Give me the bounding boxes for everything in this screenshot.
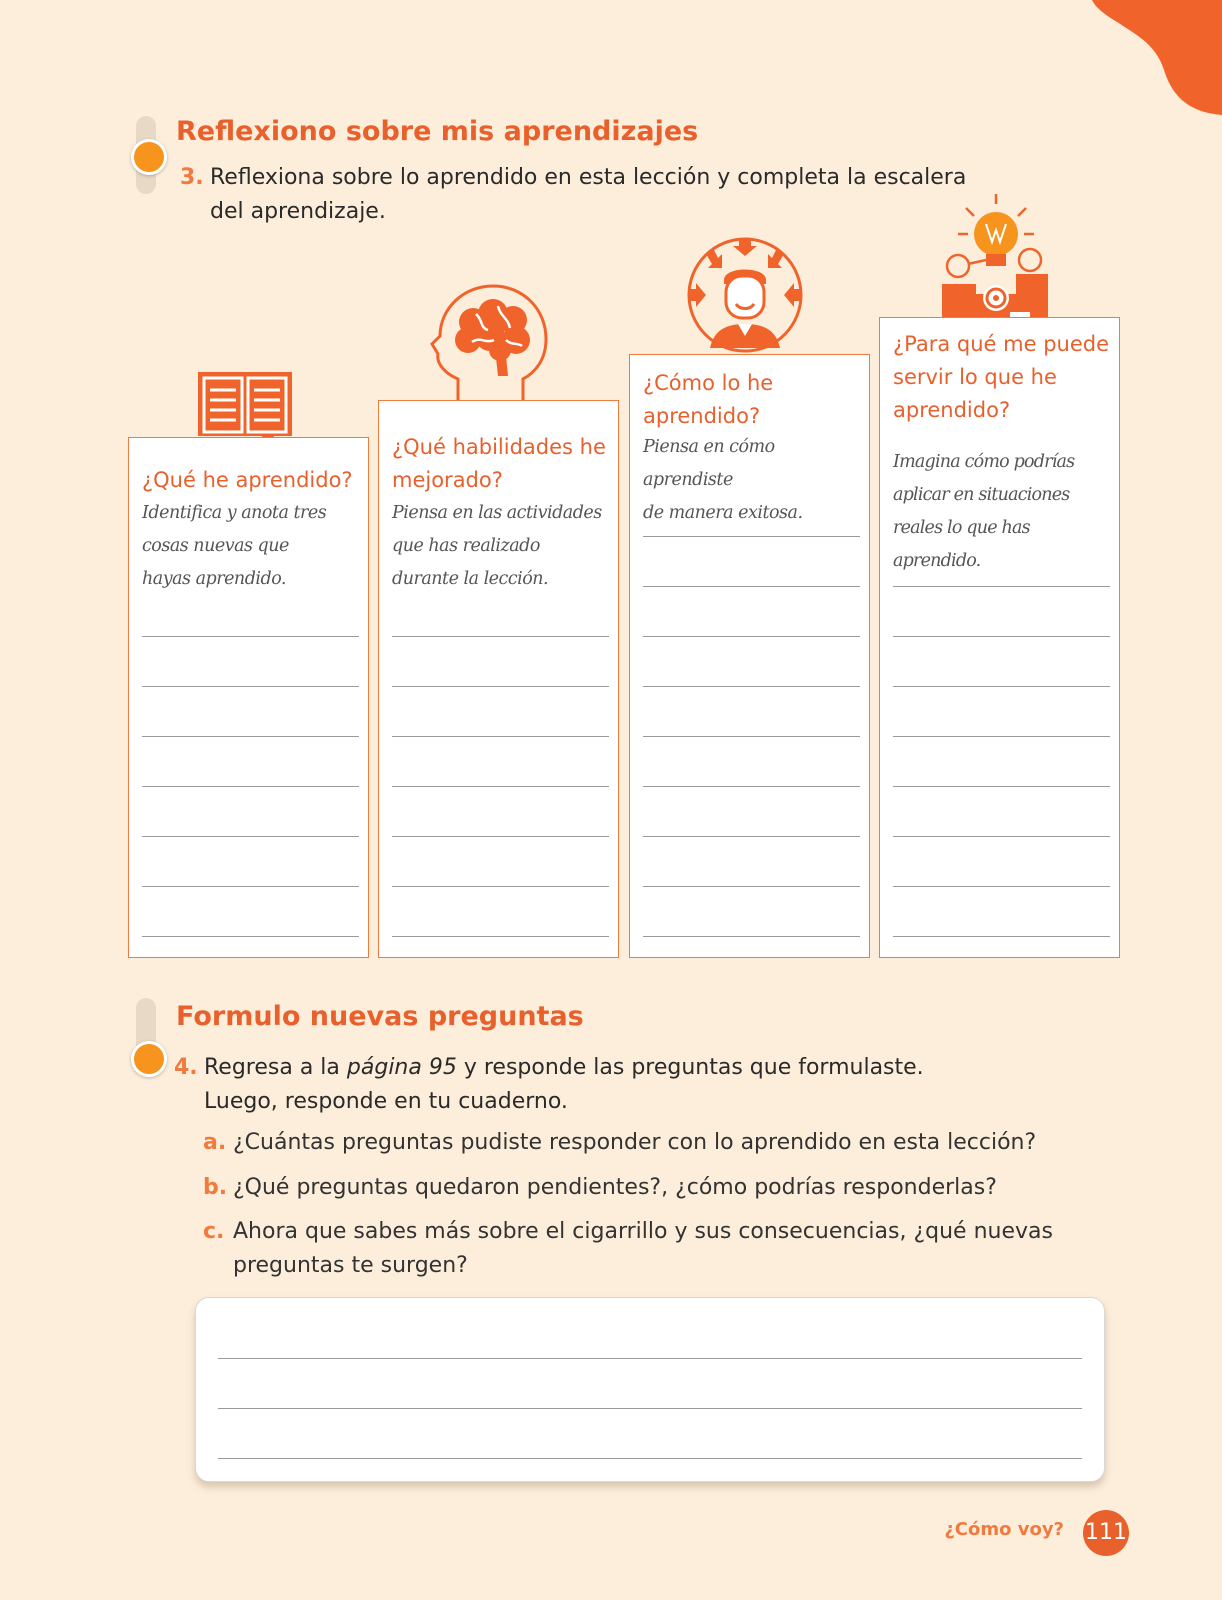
write-line[interactable]	[643, 786, 860, 787]
activity-number: 4.	[174, 1055, 198, 1080]
write-line[interactable]	[142, 886, 359, 887]
footer-label: ¿Cómo voy?	[944, 1519, 1064, 1540]
write-line[interactable]	[142, 786, 359, 787]
write-line[interactable]	[643, 536, 860, 537]
page-reference: página 95	[346, 1055, 457, 1080]
item-letter: c.	[203, 1219, 225, 1244]
write-line[interactable]	[893, 686, 1110, 687]
activity-text-line: Reflexiona sobre lo aprendido en esta lección y completa la escalera	[210, 165, 967, 190]
write-line[interactable]	[392, 786, 609, 787]
section-title-reflexiono: Reflexiono sobre mis aprendizajes	[176, 116, 699, 147]
write-line[interactable]	[893, 886, 1110, 887]
activity-text-line: Regresa a la página 95 y responde las preguntas que formulaste.	[204, 1055, 924, 1080]
item-text: Ahora que sabes más sobre el cigarrillo y sus consecuencias, ¿qué nuevas	[233, 1219, 1053, 1244]
write-line[interactable]	[142, 736, 359, 737]
write-line[interactable]	[643, 886, 860, 887]
write-line[interactable]	[893, 636, 1110, 637]
answer-line[interactable]	[218, 1408, 1082, 1409]
sub-item-c	[203, 1215, 1113, 1283]
step-card-4	[879, 317, 1120, 958]
step-hint: Identifica y anota tres cosas nuevas que hayas aprendido.	[142, 503, 327, 589]
write-line[interactable]	[142, 836, 359, 837]
write-line[interactable]	[392, 886, 609, 887]
item-letter: b.	[203, 1175, 228, 1200]
write-line[interactable]	[643, 736, 860, 737]
write-line[interactable]	[643, 936, 860, 937]
section-bullet-icon	[131, 139, 167, 175]
write-line[interactable]	[643, 586, 860, 587]
answer-box[interactable]	[195, 1297, 1105, 1482]
write-line[interactable]	[893, 736, 1110, 737]
write-line[interactable]	[893, 586, 1110, 587]
activity-3	[180, 161, 1010, 229]
step-hint: Piensa en las actividades que has realizado durante la lección.	[392, 503, 602, 589]
item-letter: a.	[203, 1130, 227, 1155]
step-question: ¿Qué habilidades he mejorado?	[392, 435, 606, 492]
activity-number: 3.	[180, 165, 204, 190]
write-line[interactable]	[893, 836, 1110, 837]
page-number: 111	[1083, 1510, 1129, 1556]
write-line[interactable]	[392, 686, 609, 687]
section-bullet-icon	[131, 1041, 167, 1077]
corner-decoration	[1092, 0, 1222, 115]
step-question: ¿Para qué me puede servir lo que he aprendido?	[893, 332, 1110, 422]
write-line[interactable]	[392, 636, 609, 637]
answer-line[interactable]	[218, 1458, 1082, 1459]
write-line[interactable]	[142, 686, 359, 687]
step-question: ¿Cómo lo he aprendido?	[643, 371, 774, 428]
write-line[interactable]	[392, 836, 609, 837]
item-text: ¿Cuántas preguntas pudiste responder con lo aprendido en esta lección?	[233, 1130, 1037, 1155]
person-focus-icon	[684, 236, 806, 354]
step-card-2	[378, 400, 619, 958]
item-text: ¿Qué preguntas quedaron pendientes?, ¿cómo podrías responderlas?	[233, 1175, 997, 1200]
write-line[interactable]	[893, 786, 1110, 787]
book-icon	[196, 368, 294, 446]
write-line[interactable]	[142, 936, 359, 937]
write-line[interactable]	[392, 936, 609, 937]
brain-head-icon	[428, 284, 548, 404]
step-card-3	[629, 354, 870, 958]
answer-line[interactable]	[218, 1358, 1082, 1359]
sub-item-a	[203, 1126, 1113, 1160]
sub-item-b	[203, 1171, 1113, 1205]
write-line[interactable]	[643, 636, 860, 637]
activity-text-line: del aprendizaje.	[210, 199, 386, 224]
write-line[interactable]	[643, 836, 860, 837]
item-text: preguntas te surgen?	[233, 1253, 468, 1278]
step-hint: Imagina cómo podrías aplicar en situaciones reales lo que has aprendido.	[893, 452, 1075, 571]
activity-4	[174, 1051, 1104, 1119]
lightbulb-gear-icon	[940, 194, 1052, 320]
write-line[interactable]	[392, 736, 609, 737]
activity-text-line: Luego, responde en tu cuaderno.	[204, 1089, 568, 1114]
step-question: ¿Qué he aprendido?	[142, 468, 353, 492]
step-card-1	[128, 437, 369, 958]
write-line[interactable]	[142, 636, 359, 637]
write-line[interactable]	[893, 936, 1110, 937]
section-title-formulo: Formulo nuevas preguntas	[176, 1001, 584, 1032]
write-line[interactable]	[643, 686, 860, 687]
step-hint: Piensa en cómo aprendiste de manera exitosa.	[643, 437, 803, 523]
